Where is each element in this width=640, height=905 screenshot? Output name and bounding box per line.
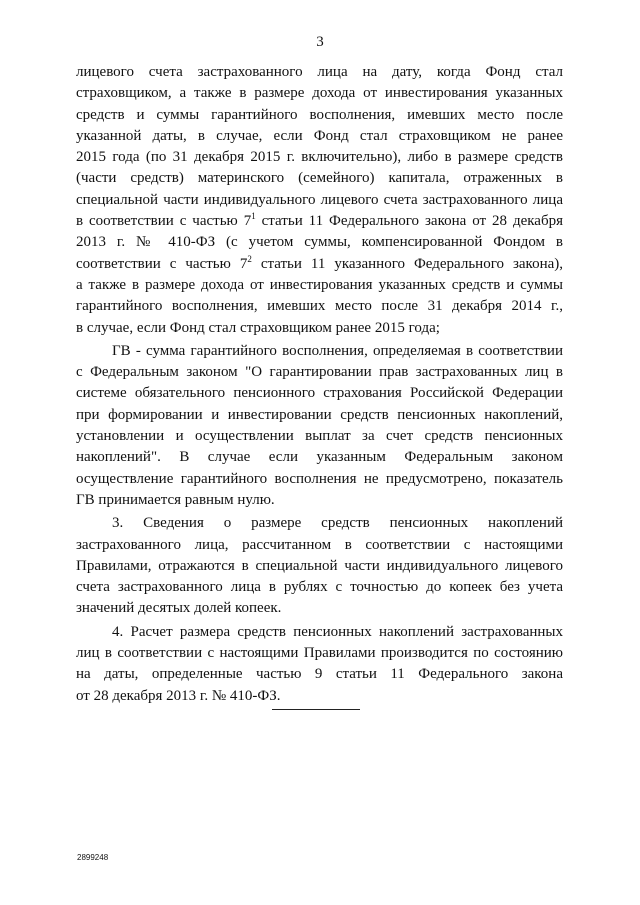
page-number: 3 bbox=[316, 34, 324, 50]
paragraph-line: застрахованного лица, рассчитанном в соответствии с настоящими bbox=[76, 536, 563, 553]
superscript-index: 1 bbox=[251, 211, 256, 222]
paragraph-line: гарантийного восполнения, имевших место после 31 декабря 2014 г., bbox=[76, 298, 563, 315]
paragraph-line: накоплений". В случае если указанным Федеральным законом bbox=[76, 449, 563, 466]
paragraph-line: счета застрахованного лица в рублях с точностью до копеек без учета bbox=[76, 579, 563, 596]
superscript-index: 2 bbox=[247, 253, 252, 264]
paragraph-line: от 28 декабря 2013 г. № 410-ФЗ. bbox=[76, 687, 281, 704]
paragraph-line: значений десятых долей копеек. bbox=[76, 600, 282, 617]
paragraph-line: (части средств) материнского (семейного) капитала, отраженных в bbox=[76, 170, 563, 187]
paragraph-line: осуществление гарантийного восполнения не предусмотрено, показатель bbox=[76, 470, 563, 487]
paragraph-line: 4. Расчет размера средств пенсионных накоплений застрахованных bbox=[112, 623, 563, 640]
paragraph-line: системе обязательного пенсионного страхования Российской Федерации bbox=[76, 385, 563, 402]
paragraph-line: установлении и осуществлении выплат за счет средств пенсионных bbox=[76, 428, 563, 445]
paragraph-line: средств и суммы гарантийного восполнения, имевших место после bbox=[76, 106, 563, 123]
paragraph-line: а также в размере дохода от инвестирования указанных средств и суммы bbox=[76, 276, 563, 293]
paragraph-line: ГВ принимается равным нулю. bbox=[76, 491, 275, 508]
separator-line bbox=[272, 709, 360, 710]
paragraph-line: 2015 года (по 31 декабря 2015 г. включительно), либо в размере средств bbox=[76, 149, 563, 166]
paragraph-line: лицевого счета застрахованного лица на дату, когда Фонд стал bbox=[76, 64, 563, 80]
paragraph-line: лиц в соответствии с настоящими Правилами производится по состоянию bbox=[76, 645, 563, 662]
document-body bbox=[76, 62, 563, 707]
paragraph-line: Правилами, отражаются в специальной части индивидуального лицевого bbox=[76, 557, 563, 574]
line-text: статьи 11 указанного Федерального закона), bbox=[251, 255, 564, 272]
document-code: 2899248 bbox=[77, 853, 109, 862]
paragraph-line: в случае, если Фонд стал страховщиком ранее 2015 года; bbox=[76, 319, 440, 336]
paragraph-line: с Федеральным законом "О гарантировании прав застрахованных лиц в bbox=[76, 364, 563, 381]
line-text: соответствии с частью 7 bbox=[76, 255, 248, 272]
line-text: в соответствии с частью 7 bbox=[76, 213, 252, 230]
paragraph-line: 3. Сведения о размере средств пенсионных накоплений bbox=[112, 515, 563, 532]
paragraph-line bbox=[76, 211, 563, 232]
paragraph-line: 2013 г. № 410-ФЗ (с учетом суммы, компенсированной Фондом в bbox=[76, 234, 563, 251]
paragraph-line: ГВ - сумма гарантийного восполнения, определяемая в соответствии bbox=[112, 342, 563, 359]
paragraph-line: указанной даты, в случае, если Фонд стал страховщиком не ранее bbox=[76, 127, 563, 144]
paragraph-line: при формировании и инвестировании средств пенсионных накоплений, bbox=[76, 406, 563, 423]
paragraph-line: на даты, определенные частью 9 статьи 11 Федерального закона bbox=[76, 666, 563, 683]
paragraph-line bbox=[76, 254, 563, 275]
paragraph-line: страховщиком, а также в размере дохода от инвестирования указанных bbox=[76, 85, 563, 102]
line-text: статьи 11 Федерального закона от 28 декабря bbox=[255, 213, 563, 230]
paragraph-line: специальной части индивидуального лицевого счета застрахованного лица bbox=[76, 191, 563, 208]
